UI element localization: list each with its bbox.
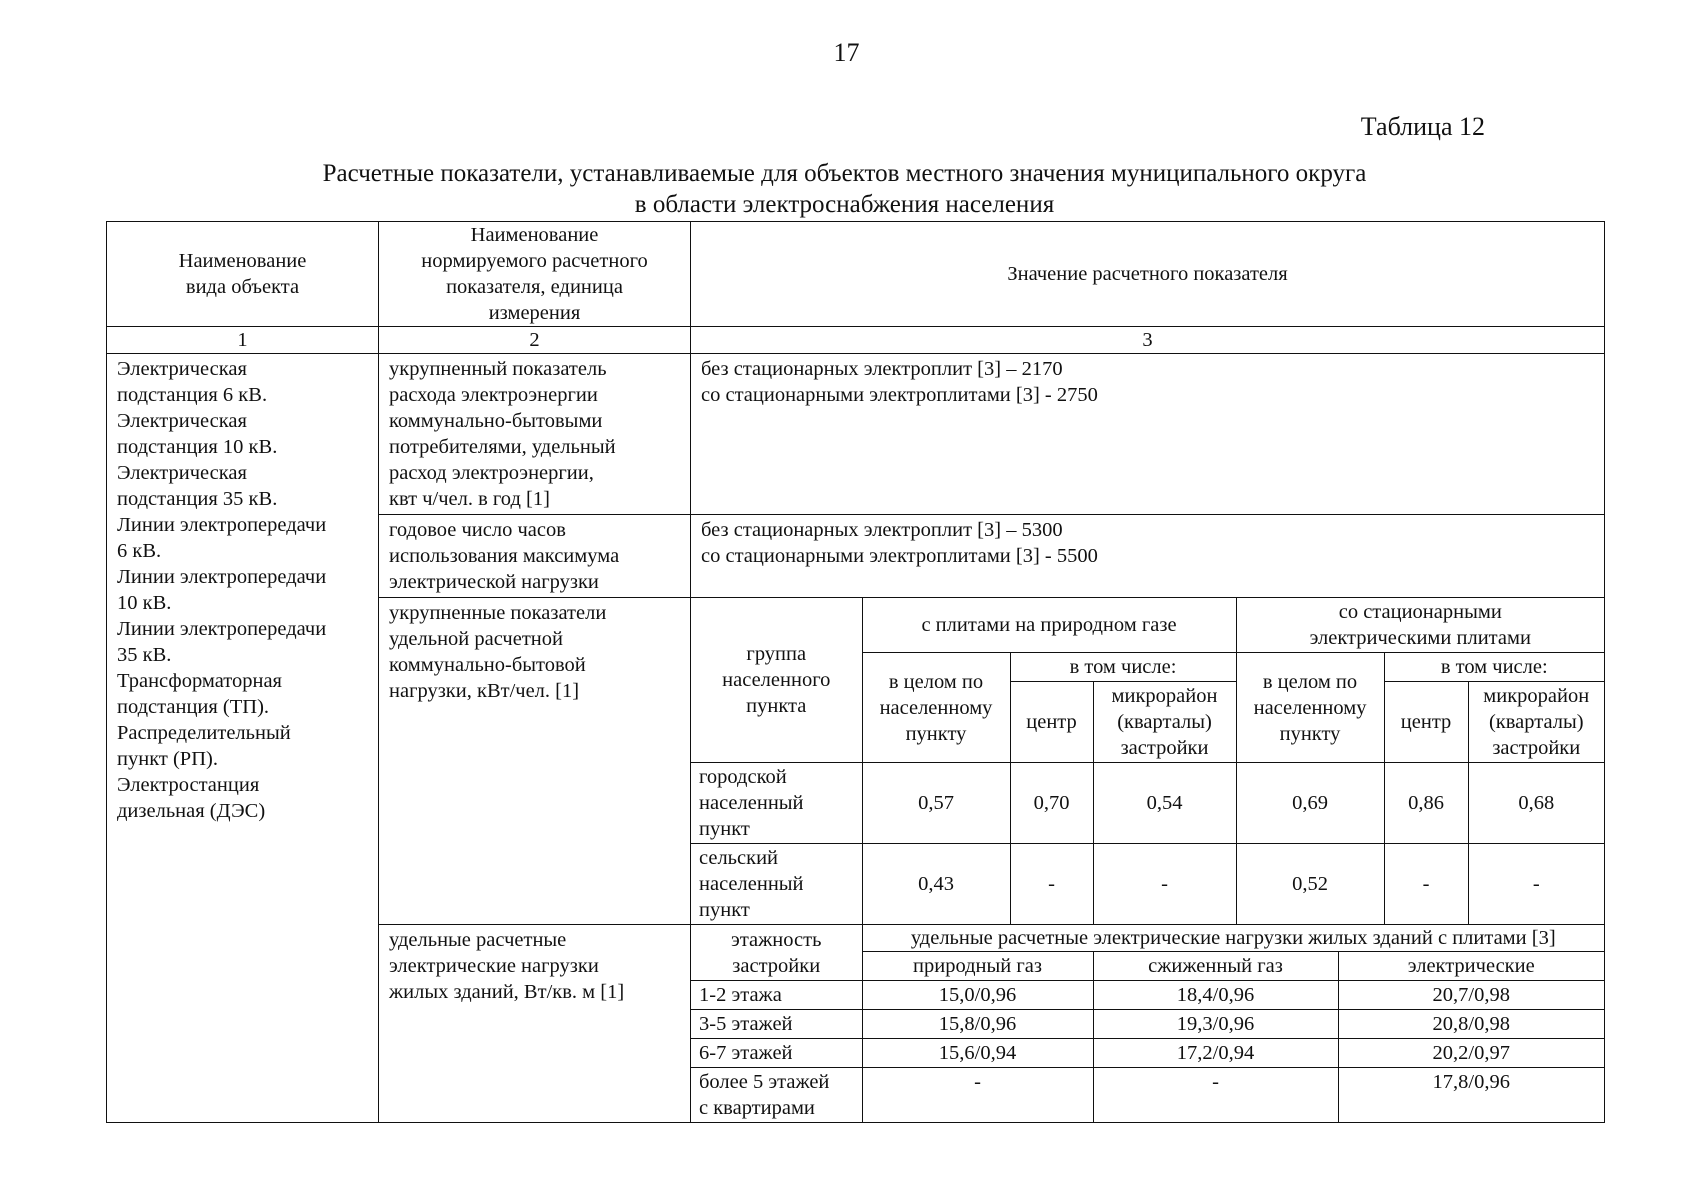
electric-header: электрические bbox=[1338, 952, 1604, 981]
table-label: Таблица 12 bbox=[1360, 112, 1485, 141]
table-cell: 20,8/0,98 bbox=[1338, 1010, 1604, 1039]
indicator-load-value bbox=[691, 598, 1605, 925]
indicator-building-load-value bbox=[691, 925, 1605, 1123]
column-number-1: 1 bbox=[107, 327, 379, 354]
table-cell: - bbox=[1093, 844, 1236, 925]
caption-line-1: Расчетные показатели, устанавливаемые для объектов местного значения муниципального округа bbox=[322, 160, 1367, 187]
electric-center-header: центр bbox=[1384, 682, 1468, 763]
floors-cell: 6-7 этажей bbox=[691, 1039, 862, 1068]
indicator-hours-value bbox=[691, 515, 1605, 598]
table-cell: 0,68 bbox=[1468, 763, 1604, 844]
table-cell: 20,7/0,98 bbox=[1338, 981, 1604, 1010]
table-cell: - bbox=[1384, 844, 1468, 925]
indicator-hours-name: годовое число часов использования максимума электрической нагрузки bbox=[379, 515, 691, 598]
table-cell: 15,6/0,94 bbox=[862, 1039, 1093, 1068]
group-urban: городской населенный пункт bbox=[691, 763, 862, 844]
floors-cell: 3-5 этажей bbox=[691, 1010, 862, 1039]
group-rural: сельский населенный пункт bbox=[691, 844, 862, 925]
table-cell: - bbox=[1010, 844, 1093, 925]
load-group-header: группа населенного пункта bbox=[691, 598, 862, 763]
indicator-load-name: укрупненные показатели удельной расчетной коммунально-бытовой нагрузки, кВт/чел. [1] bbox=[379, 598, 691, 925]
table-caption bbox=[0, 158, 1693, 220]
floors-cell: 1-2 этажа bbox=[691, 981, 862, 1010]
natural-gas-header: природный газ bbox=[862, 952, 1093, 981]
header-object-type: Наименование вида объекта bbox=[107, 222, 379, 327]
table-cell: 0,54 bbox=[1093, 763, 1236, 844]
table-cell: 18,4/0,96 bbox=[1093, 981, 1338, 1010]
gas-including-header: в том числе: bbox=[1010, 653, 1236, 682]
electric-total-header: в целом по населенному пункту bbox=[1236, 653, 1384, 763]
electric-microdistrict-header: микрорайон (кварталы) застройки bbox=[1468, 682, 1604, 763]
table-cell: 15,8/0,96 bbox=[862, 1010, 1093, 1039]
page-number: 17 bbox=[833, 38, 860, 67]
table-cell: 0,86 bbox=[1384, 763, 1468, 844]
table-cell: - bbox=[1093, 1068, 1338, 1123]
hours-with-stoves: со стационарными электроплитами [3] - 5500 bbox=[701, 545, 1098, 567]
caption-line-2: в области электроснабжения населения bbox=[634, 191, 1055, 218]
gas-stoves-header: с плитами на природном газе bbox=[862, 598, 1236, 653]
building-load-subtable bbox=[691, 925, 1604, 1122]
table-row bbox=[691, 1039, 1604, 1068]
table-cell: 17,2/0,94 bbox=[1093, 1039, 1338, 1068]
table-cell: 20,2/0,97 bbox=[1338, 1039, 1604, 1068]
column-number-2: 2 bbox=[379, 327, 691, 354]
table-cell: 0,69 bbox=[1236, 763, 1384, 844]
table-cell: 0,52 bbox=[1236, 844, 1384, 925]
table-row bbox=[691, 981, 1604, 1010]
electric-including-header: в том числе: bbox=[1384, 653, 1604, 682]
header-row bbox=[107, 222, 1605, 327]
table-row bbox=[107, 354, 1605, 515]
floors-cell: более 5 этажей с квартирами bbox=[691, 1068, 862, 1123]
table-cell: 0,43 bbox=[862, 844, 1010, 925]
gas-center-header: центр bbox=[1010, 682, 1093, 763]
consumption-without-stoves: без стационарных электроплит [3] – 2170 bbox=[701, 358, 1063, 380]
column-number-row bbox=[107, 327, 1605, 354]
gas-total-header: в целом по населенному пункту bbox=[862, 653, 1010, 763]
table-row bbox=[691, 844, 1604, 925]
table-row bbox=[691, 1068, 1604, 1123]
indicator-consumption-name: укрупненный показатель расхода электроэнергии коммунально-бытовыми потребителями, удельный расход электроэнергии, квт ч/чел. в год [1] bbox=[379, 354, 691, 515]
table-cell: 17,8/0,96 bbox=[1338, 1068, 1604, 1123]
indicator-consumption-value bbox=[691, 354, 1605, 515]
table-row bbox=[691, 1010, 1604, 1039]
table-cell: 0,57 bbox=[862, 763, 1010, 844]
object-types-cell: Электрическая подстанция 6 кВ. Электрическая подстанция 10 кВ. Электрическая подстанция 35 кВ. Линии электропередачи 6 кВ. Линии электропередачи 10 кВ. Линии электропередачи 35 кВ. Трансформаторная подстанция (ТП). Распределительный пункт (РП). Электростанция дизельная (ДЭС) bbox=[107, 354, 379, 1123]
lpg-header: сжиженный газ bbox=[1093, 952, 1338, 981]
consumption-with-stoves: со стационарными электроплитами [3] - 2750 bbox=[701, 384, 1098, 406]
column-number-3: 3 bbox=[691, 327, 1605, 354]
header-indicator-name: Наименование нормируемого расчетного показателя, единица измерения bbox=[379, 222, 691, 327]
table-cell: - bbox=[862, 1068, 1093, 1123]
table-cell: 19,3/0,96 bbox=[1093, 1010, 1338, 1039]
indicators-table bbox=[106, 221, 1605, 1123]
indicator-building-load-name: удельные расчетные электрические нагрузки жилых зданий, Вт/кв. м [1] bbox=[379, 925, 691, 1123]
gas-microdistrict-header: микрорайон (кварталы) застройки bbox=[1093, 682, 1236, 763]
table-cell: - bbox=[1468, 844, 1604, 925]
load-subtable bbox=[691, 598, 1604, 924]
table-cell: 0,70 bbox=[1010, 763, 1093, 844]
header-indicator-value: Значение расчетного показателя bbox=[691, 222, 1605, 327]
electric-stoves-header: со стационарными электрическими плитами bbox=[1236, 598, 1604, 653]
table-row bbox=[691, 763, 1604, 844]
hours-without-stoves: без стационарных электроплит [3] – 5300 bbox=[701, 519, 1063, 541]
table-cell: 15,0/0,96 bbox=[862, 981, 1093, 1010]
floors-header: этажность застройки bbox=[691, 925, 862, 981]
building-loads-header: удельные расчетные электрические нагрузки жилых зданий с плитами [3] bbox=[862, 925, 1604, 952]
